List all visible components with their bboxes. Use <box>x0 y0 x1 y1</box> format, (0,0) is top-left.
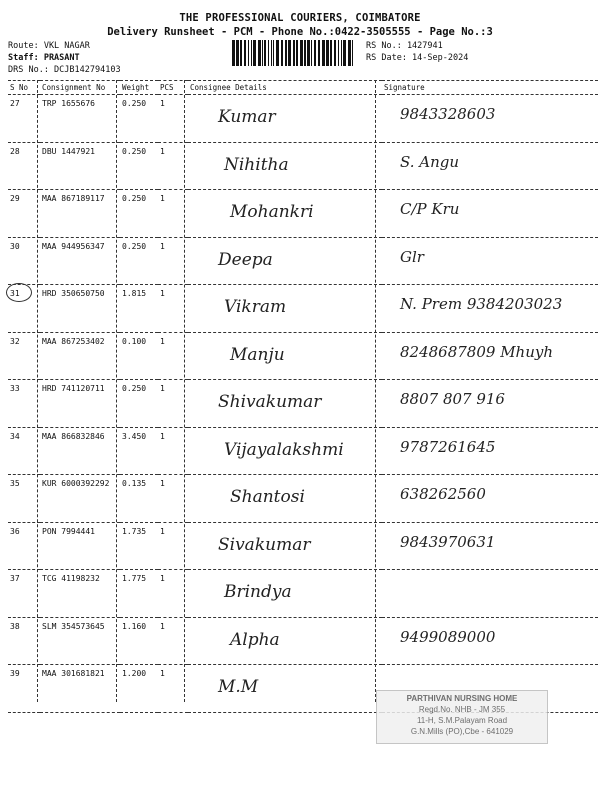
handwritten-consignee-name: Manju <box>230 344 285 365</box>
row-consignee-cell <box>188 95 382 143</box>
handwritten-signature: Glr <box>400 247 424 266</box>
row-sno: 38 <box>8 617 40 665</box>
row-consignment-no: HRD 741120711 <box>40 380 120 428</box>
row-signature-cell <box>382 570 598 618</box>
row-sno: 39 <box>8 665 40 713</box>
table-row <box>8 475 598 523</box>
barcode-image <box>232 40 356 66</box>
handwritten-signature: N. Prem 9384203023 <box>400 295 563 313</box>
handwritten-signature: 8248687809 Mhuyh <box>400 342 554 361</box>
handwritten-consignee-name: Kumar <box>218 107 276 127</box>
row-consignment-no: KUR 6000392292 <box>40 475 120 523</box>
row-weight: 3.450 <box>120 427 158 475</box>
row-31-circle-mark <box>6 283 32 302</box>
handwritten-consignee-name: Nihitha <box>224 154 289 175</box>
table-row <box>8 332 598 380</box>
row-signature-cell <box>382 617 598 665</box>
handwritten-consignee-name: M.M <box>218 677 259 697</box>
handwritten-signature: S. Angu <box>400 152 460 171</box>
drs-number: DRS No.: DCJB142794103 <box>8 65 121 75</box>
row-weight: 1.775 <box>120 570 158 618</box>
stamp-line-3: 11-H, S.M.Palayam Road <box>416 716 508 725</box>
table-row <box>8 142 598 190</box>
row-consignment-no: PON 7994441 <box>40 522 120 570</box>
handwritten-signature: 9843970631 <box>400 532 496 551</box>
handwritten-signature: 9787261645 <box>400 437 496 456</box>
row-sno: 31 <box>8 285 40 333</box>
table-row <box>8 522 598 570</box>
row-pcs: 1 <box>158 475 188 523</box>
row-sno: 28 <box>8 142 40 190</box>
row-pcs: 1 <box>158 95 188 143</box>
table-row <box>8 237 598 285</box>
row-pcs: 1 <box>158 142 188 190</box>
table-row <box>8 617 598 665</box>
row-signature-cell <box>382 427 598 475</box>
row-sno: 32 <box>8 332 40 380</box>
table-row <box>8 95 598 143</box>
row-weight: 0.250 <box>120 237 158 285</box>
row-signature-cell <box>382 475 598 523</box>
row-pcs: 1 <box>158 617 188 665</box>
row-consignee-cell <box>188 190 382 238</box>
row-signature-cell <box>382 522 598 570</box>
row-consignee-cell <box>188 237 382 285</box>
row-weight: 0.250 <box>120 142 158 190</box>
row-pcs: 1 <box>158 190 188 238</box>
col-consignee: Consignee Details <box>188 81 382 95</box>
table-row <box>8 427 598 475</box>
row-weight: 0.250 <box>120 190 158 238</box>
row-pcs: 1 <box>158 380 188 428</box>
handwritten-signature: 8807 807 916 <box>400 390 505 408</box>
nursing-home-stamp <box>376 690 548 744</box>
rs-number: RS No.: 1427941 <box>366 41 443 51</box>
handwritten-signature: 9843328603 <box>400 105 496 123</box>
row-weight: 0.250 <box>120 380 158 428</box>
row-sno: 29 <box>8 190 40 238</box>
row-consignment-no: MAA 867189117 <box>40 190 120 238</box>
handwritten-consignee-name: Vijayalakshmi <box>224 439 344 460</box>
row-consignment-no: MAA 944956347 <box>40 237 120 285</box>
row-consignee-cell <box>188 427 382 475</box>
row-sno: 33 <box>8 380 40 428</box>
row-weight: 1.815 <box>120 285 158 333</box>
row-weight: 0.135 <box>120 475 158 523</box>
handwritten-consignee-name: Alpha <box>230 629 280 650</box>
row-consignee-cell <box>188 617 382 665</box>
row-pcs: 1 <box>158 332 188 380</box>
handwritten-consignee-name: Shantosi <box>230 487 305 507</box>
handwritten-signature: 638262560 <box>400 485 486 503</box>
row-signature-cell <box>382 332 598 380</box>
handwritten-consignee-name: Deepa <box>218 249 273 270</box>
row-consignment-no: SLM 354573645 <box>40 617 120 665</box>
table-header-row <box>8 81 598 95</box>
col-sno: S No <box>8 81 40 95</box>
row-weight: 0.100 <box>120 332 158 380</box>
col-signature: Signature <box>382 81 598 95</box>
row-consignment-no: DBU 1447921 <box>40 142 120 190</box>
row-pcs: 1 <box>158 665 188 713</box>
row-pcs: 1 <box>158 285 188 333</box>
row-sno: 35 <box>8 475 40 523</box>
row-weight: 1.735 <box>120 522 158 570</box>
row-consignee-cell <box>188 142 382 190</box>
row-weight: 0.250 <box>120 95 158 143</box>
row-sno: 36 <box>8 522 40 570</box>
handwritten-consignee-name: Brindya <box>224 582 292 602</box>
row-pcs: 1 <box>158 237 188 285</box>
row-consignee-cell <box>188 332 382 380</box>
row-weight: 1.200 <box>120 665 158 713</box>
handwritten-signature: C/P Kru <box>400 200 460 218</box>
stamp-line-1: PARTHIVAN NURSING HOME <box>406 694 518 703</box>
col-weight: Weight <box>120 81 158 95</box>
row-consignment-no: HRD 350650750 <box>40 285 120 333</box>
table-row <box>8 570 598 618</box>
row-consignment-no: MAA 866832846 <box>40 427 120 475</box>
row-consignee-cell <box>188 570 382 618</box>
row-sno: 27 <box>8 95 40 143</box>
row-signature-cell <box>382 285 598 333</box>
route-label: Route: VKL NAGAR <box>8 41 90 51</box>
handwritten-signature: 9499089000 <box>400 627 496 646</box>
row-sno: 34 <box>8 427 40 475</box>
row-consignment-no: TCG 41198232 <box>40 570 120 618</box>
row-consignee-cell <box>188 380 382 428</box>
row-sno: 37 <box>8 570 40 618</box>
table-row <box>8 190 598 238</box>
row-pcs: 1 <box>158 427 188 475</box>
table-row <box>8 285 598 333</box>
table-row <box>8 380 598 428</box>
row-consignment-no: MAA 301681821 <box>40 665 120 713</box>
handwritten-consignee-name: Mohankri <box>230 202 314 222</box>
document-title: THE PROFESSIONAL COURIERS, COIMBATORE <box>179 12 421 24</box>
col-consignment: Consignment No <box>40 81 120 95</box>
row-pcs: 1 <box>158 522 188 570</box>
col-pcs: PCS <box>158 81 188 95</box>
staff-label: Staff: PRASANT <box>8 53 80 63</box>
row-signature-cell <box>382 95 598 143</box>
row-sno: 30 <box>8 237 40 285</box>
runsheet-table <box>8 80 598 713</box>
handwritten-consignee-name: Vikram <box>224 297 287 317</box>
row-signature-cell <box>382 380 598 428</box>
row-pcs: 1 <box>158 570 188 618</box>
row-consignee-cell <box>188 665 382 713</box>
row-consignment-no: MAA 867253402 <box>40 332 120 380</box>
row-signature-cell <box>382 190 598 238</box>
row-consignment-no: TRP 1655676 <box>40 95 120 143</box>
row-signature-cell <box>382 237 598 285</box>
stamp-line-4: G.N.Mills (PO),Cbe - 641029 <box>410 727 514 736</box>
handwritten-consignee-name: Sivakumar <box>218 534 311 555</box>
row-consignee-cell <box>188 475 382 523</box>
row-weight: 1.160 <box>120 617 158 665</box>
row-signature-cell <box>382 142 598 190</box>
rs-date: RS Date: 14-Sep-2024 <box>366 53 469 63</box>
handwritten-consignee-name: Shivakumar <box>218 392 322 412</box>
document-subtitle: Delivery Runsheet - PCM - Phone No.:0422-3505555 - Page No.:3 <box>107 26 493 38</box>
row-consignee-cell <box>188 285 382 333</box>
stamp-line-2: Regd.No. NHB - JM 355 <box>418 705 506 714</box>
row-consignee-cell <box>188 522 382 570</box>
